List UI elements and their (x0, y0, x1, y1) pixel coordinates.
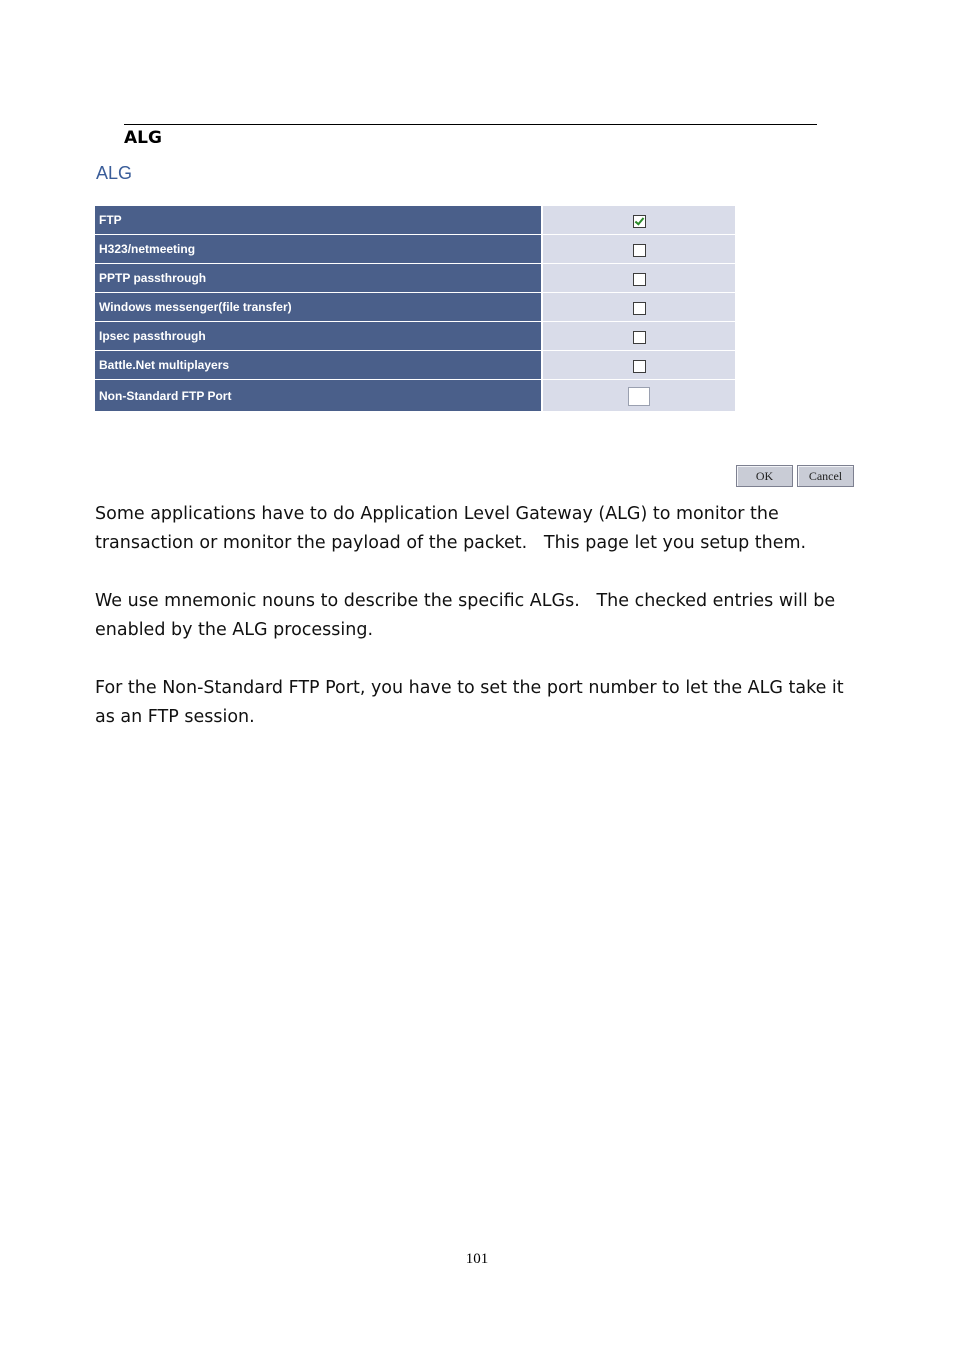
page-number: 101 (465, 1251, 489, 1267)
table-row (95, 235, 735, 264)
pptp-checkbox[interactable] (633, 273, 646, 286)
table-row (95, 351, 735, 380)
battle-net-checkbox[interactable] (633, 360, 646, 373)
row-label: FTP (95, 206, 542, 235)
section-rule (124, 124, 817, 125)
description-paragraph: We use mnemonic nouns to describe the specific ALGs. The checked entries will be enabled by the ALG processing. (95, 591, 836, 640)
row-label: PPTP passthrough (95, 264, 542, 293)
section-heading: ALG (124, 128, 162, 148)
cancel-button[interactable]: Cancel (797, 465, 854, 487)
table-row (95, 380, 735, 412)
table-row (95, 293, 735, 322)
page-title: ALG (96, 163, 133, 183)
h323-checkbox[interactable] (633, 244, 646, 257)
description-paragraph: Some applications have to do Application Level Gateway (ALG) to monitor the transaction or monitor the payload of the packet. This page let you setup them. (95, 504, 807, 553)
alg-table (95, 206, 735, 412)
table-row (95, 322, 735, 351)
ftp-port-input[interactable] (628, 387, 650, 406)
table-row (95, 264, 735, 293)
row-label: H323/netmeeting (95, 235, 542, 264)
row-label: Windows messenger(file transfer) (95, 293, 542, 322)
ftp-checkbox[interactable] (633, 215, 646, 228)
ok-button[interactable]: OK (736, 465, 793, 487)
windows-messenger-checkbox[interactable] (633, 302, 646, 315)
row-label: Ipsec passthrough (95, 322, 542, 351)
description-paragraph: For the Non-Standard FTP Port, you have to set the port number to let the ALG take it as an FTP session. (95, 678, 844, 727)
row-label: Battle.Net multiplayers (95, 351, 542, 380)
ipsec-checkbox[interactable] (633, 331, 646, 344)
row-label: Non-Standard FTP Port (95, 380, 542, 412)
table-row (95, 206, 735, 235)
